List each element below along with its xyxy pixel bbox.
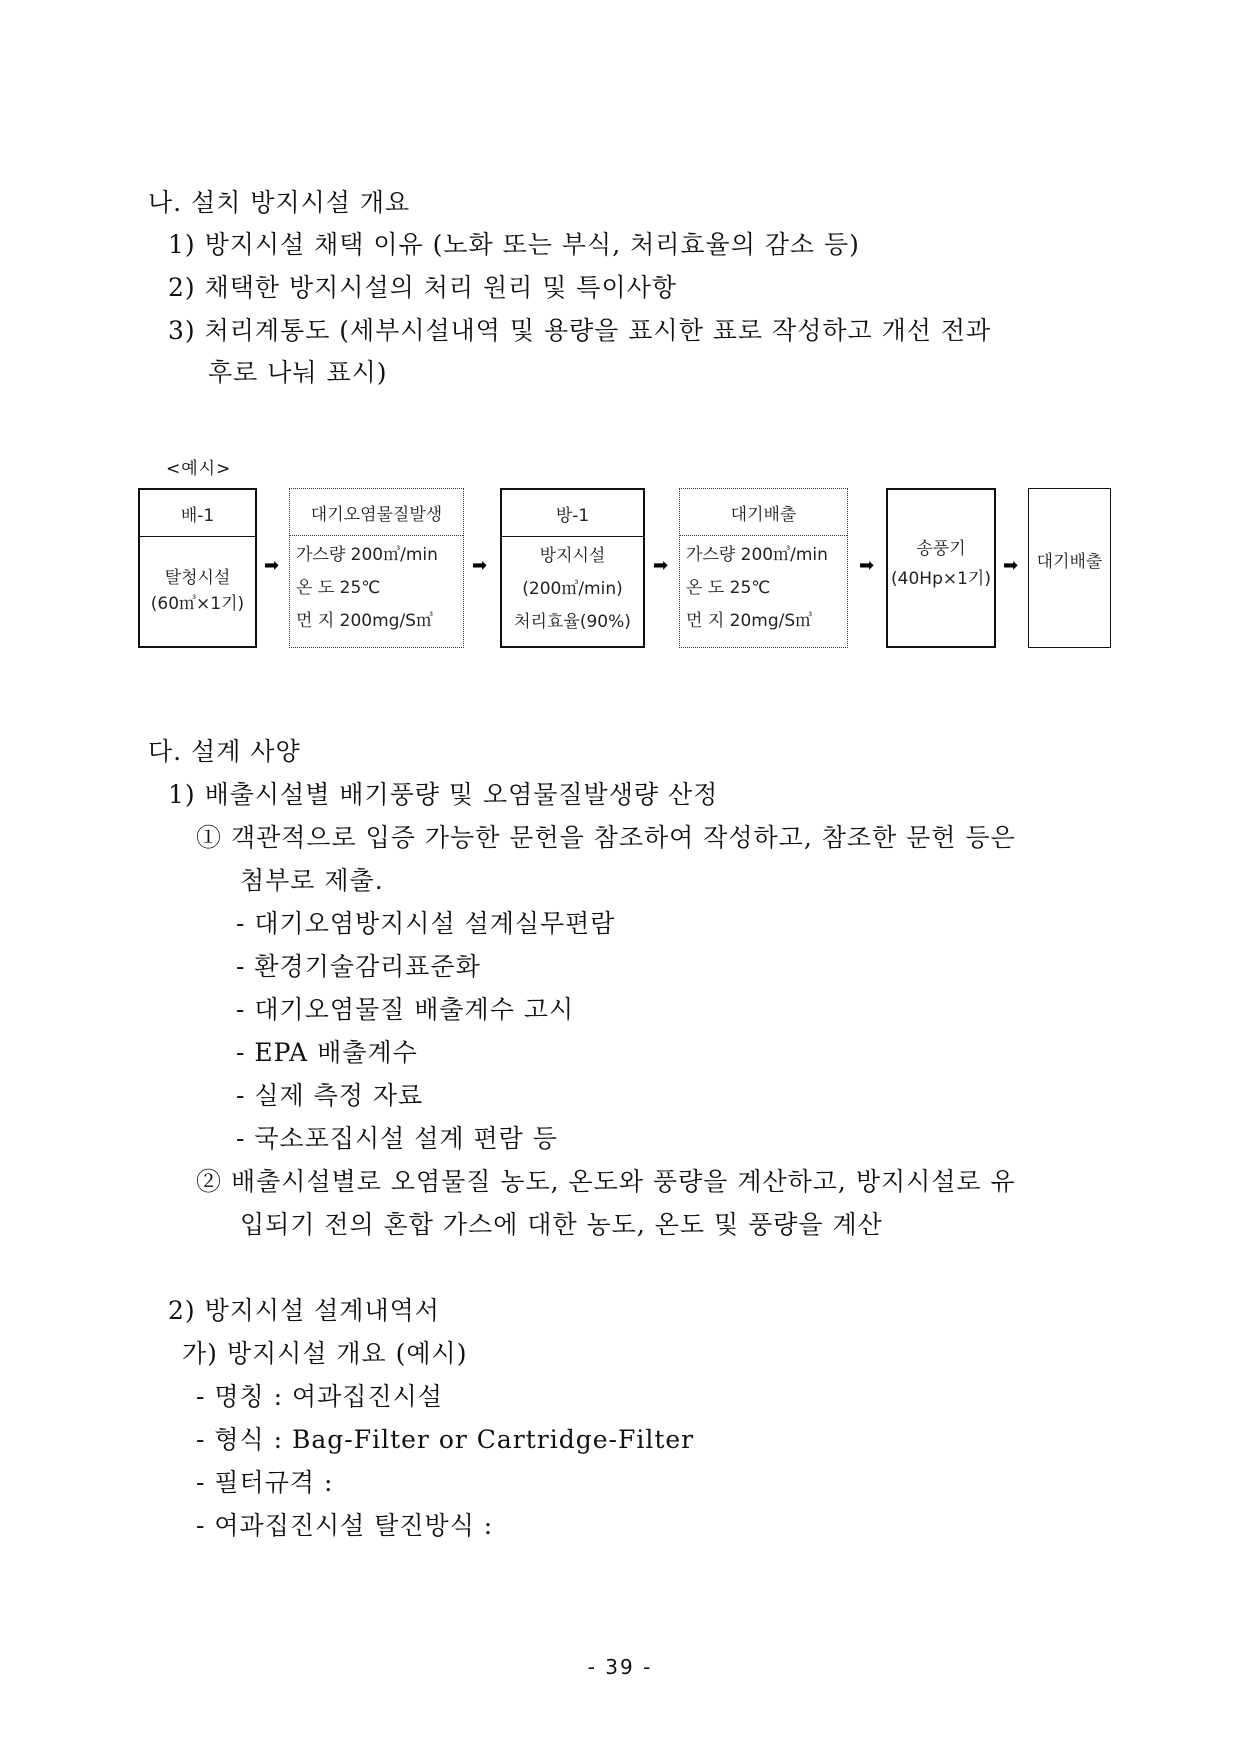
flow-box-text: 탈청시설 [164, 568, 231, 588]
section-title-na: 나. 설치 방지시설 개요 [148, 188, 411, 217]
numbered-item: ② 배출시설별로 오염물질 농도, 온도와 풍량을 계산하고, 방지시설로 유 [196, 1167, 1016, 1196]
reference-item: - 대기오염물질 배출계수 고시 [236, 995, 575, 1024]
flow-box-text: 대기배출 [1036, 552, 1103, 572]
reference-item: - 환경기술감리표준화 [236, 952, 481, 981]
flow-box-row: 가스량 200㎥/min [686, 545, 828, 565]
spec-item: - 명칭 : 여과집진시설 [196, 1382, 443, 1411]
numbered-item: ① 객관적으로 입증 가능한 문헌을 참조하여 작성하고, 참조한 문헌 등은 [196, 823, 1016, 852]
flow-box-header: 배-1 [180, 505, 215, 526]
flow-box-row: 온 도 25℃ [686, 578, 771, 598]
numbered-item-continued: 첨부로 제출. [240, 866, 384, 895]
subsection-heading: 가) 방지시설 개요 (예시) [182, 1339, 468, 1368]
list-item: 2) 채택한 방지시설의 처리 원리 및 특이사항 [168, 273, 677, 302]
reference-item: - 실제 측정 자료 [236, 1081, 424, 1110]
flow-box-header: 방-1 [555, 505, 590, 526]
flow-arrow-icon: ➡ [859, 555, 875, 576]
flow-box-air-discharge-data [679, 488, 848, 648]
list-item-continued: 후로 나눠 표시) [208, 358, 388, 387]
spec-item: - 필터규격 : [196, 1468, 334, 1497]
flow-box-emission-source [138, 488, 257, 648]
page-number: - 39 - [587, 1655, 653, 1679]
flow-box-pollutant-generation [289, 488, 464, 648]
flow-box-row: 먼 지 200mg/S㎥ [296, 611, 433, 631]
spec-item: - 여과집진시설 탈진방식 : [196, 1511, 494, 1540]
flow-box-text: (60㎥×1기) [150, 594, 245, 614]
flow-arrow-icon: ➡ [653, 555, 669, 576]
flow-arrow-icon: ➡ [472, 555, 488, 576]
spec-item: - 형식 : Bag-Filter or Cartridge-Filter [196, 1425, 695, 1454]
flow-box-row: 처리효율(90%) [514, 612, 631, 632]
flow-box-row: 온 도 25℃ [296, 578, 381, 598]
subsection-title: 2) 방지시설 설계내역서 [168, 1296, 440, 1325]
flow-arrow-icon: ➡ [1003, 555, 1019, 576]
reference-item: - EPA 배출계수 [236, 1038, 418, 1067]
reference-item: - 국소포집시설 설계 편람 등 [236, 1124, 558, 1153]
flow-box-header: 대기오염물질발생 [310, 504, 443, 525]
flow-box-blower [886, 488, 996, 648]
flow-box-row: 먼 지 20mg/S㎥ [686, 611, 813, 631]
list-item: 1) 방지시설 채택 이유 (노화 또는 부식, 처리효율의 감소 등) [168, 230, 860, 259]
flow-arrow-icon: ➡ [264, 555, 280, 576]
list-item: 3) 처리계통도 (세부시설내역 및 용량을 표시한 표로 작성하고 개선 전과 [168, 316, 992, 345]
flow-box-row: (200㎥/min) [522, 579, 623, 599]
flow-box-prevention-facility [500, 488, 645, 648]
reference-item: - 대기오염방지시설 설계실무편람 [236, 909, 616, 938]
flow-box-row: 방지시설 [539, 546, 606, 566]
flow-box-header: 대기배출 [730, 504, 797, 525]
example-label: <예시> [166, 459, 232, 479]
section-title-da: 다. 설계 사양 [148, 737, 301, 766]
flow-box-text: 송풍기 [916, 539, 966, 559]
flow-box-air-discharge [1028, 488, 1111, 648]
flow-box-text: (40Hp×1기) [891, 569, 991, 589]
subsection-title: 1) 배출시설별 배기풍량 및 오염물질발생량 산정 [168, 780, 719, 809]
numbered-item-continued: 입되기 전의 혼합 가스에 대한 농도, 온도 및 풍량을 계산 [240, 1210, 883, 1239]
flow-box-row: 가스량 200㎥/min [296, 545, 438, 565]
